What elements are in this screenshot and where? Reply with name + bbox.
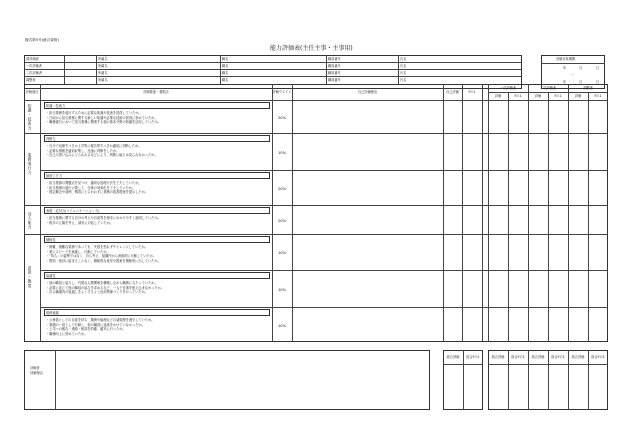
heading-box [44, 135, 270, 142]
item-bullet: ・業績の一員として行動し、他の職員に迷惑をかけていなかったか。 [46, 322, 145, 327]
info-dept: 所属名 [98, 64, 108, 68]
header-self-eval: 自己評価 [446, 90, 459, 94]
header-second-evaluator: 二次評価者 [540, 86, 556, 90]
info-staff-no: 職員番号 [328, 64, 341, 68]
self-total-f: 総合Fの1 [466, 355, 480, 359]
period-day-2: 日 [596, 80, 600, 84]
period-month-2: 月 [579, 80, 583, 84]
heading-box [44, 102, 270, 109]
item-bullet: ・自分で処理すべきか上司等に報告等すべきか適切に判断したか。 [46, 144, 142, 148]
item-bullet: ・担当業務の遂行に際して、仕事の効率化を工夫していたか。 [46, 185, 136, 190]
item-bullet: ・必要な情報を適切収集し、迅速に判断をしたか。 [46, 148, 120, 153]
item-bullet: ・担当業務の問題点を見つけ、適切な処理方法を工夫していたか。 [46, 181, 142, 185]
category-knowledge: 知識・技術力 [28, 104, 33, 131]
category-attitude: 意欲・態度 [28, 266, 33, 288]
info-role: 調整者 [26, 78, 36, 82]
header-first-eval: 評価 [494, 94, 502, 98]
info-post: 職名 [222, 64, 229, 68]
period-month-1: 月 [579, 66, 583, 70]
item-weight: 10% [278, 287, 286, 292]
info-dept: 所属名 [98, 71, 108, 75]
heading-box [44, 236, 270, 243]
item-heading: 積極性 [46, 237, 56, 242]
header-first-f: Fの1 [514, 94, 522, 98]
evaluator-comment-box [24, 350, 430, 410]
item-bullet: ・日頃から担当業務に関する新しい知識や必要な技術の習得に努めていたか。 [46, 115, 158, 120]
period-separator: 〜 [571, 73, 575, 77]
item-weight: 10% [278, 251, 286, 255]
info-dept: 所属名 [98, 78, 108, 82]
heading-box [44, 272, 270, 279]
item-bullet: ・自己の思い込みにとらわれるなどにより、判断に偏りは見られなかったか。 [46, 153, 158, 158]
adjust-total-eval: 総合評価 [571, 355, 585, 359]
item-bullet: ・上司への報告・連絡・相談を的確、確実に行ったか。 [46, 327, 126, 332]
info-staff-no: 職員番号 [328, 78, 341, 82]
first-total-eval: 総合評価 [491, 355, 505, 359]
item-bullet: ・固定概念や前例、慣習にとらわれずに業務の改善提案を提示したか。 [46, 190, 148, 195]
item-bullet: ・自ら職場内の風通しをよくするよう良好関係づくりを行っていたか。 [46, 290, 148, 295]
header-first-evaluator: 一次評価者 [500, 86, 516, 90]
heading-box [44, 309, 270, 316]
footer-label-evaluator: 評価者 [30, 366, 40, 370]
header-self-f: Fの1 [468, 90, 476, 94]
header-weight: 評価ウエイト [272, 90, 292, 94]
category-interpersonal: 対人能力 [28, 212, 33, 230]
period-label: 評価対象期間 [556, 57, 576, 61]
second-total-f: 総合Fの1 [551, 355, 565, 359]
item-bullet: ・「待ち」の姿勢ではなく、自ら考え、組織内から意欲的に行動していたか。 [46, 254, 157, 259]
item-bullet: ・他の職員と協力し、円滑な人間関係を構築しながら職務に当たっていたか。 [46, 281, 158, 285]
page-title: 能力評価表(主任主事・主事用) [270, 45, 353, 52]
second-total-eval: 総合評価 [531, 355, 545, 359]
item-bullet: ・職務遂行において担当業務に関連する他の基本分野の知識を活用していたか。 [46, 120, 161, 125]
header-adjuster: 調整者 [583, 86, 593, 90]
info-name: 氏名 [400, 64, 407, 68]
item-weight: 10% [278, 150, 286, 155]
item-bullet: ・必要に応じて他の職員の協力を求めるなど、一人で仕事を抱え込まなかったか。 [46, 285, 164, 290]
heading-box [44, 172, 270, 179]
info-post: 職名 [222, 78, 229, 82]
header-second-eval: 評価 [534, 94, 542, 98]
info-name: 氏名 [400, 78, 407, 82]
item-bullet: ・公務員としての自覚を持ち、服務や倫理などの諸規程を遵守していたか。 [46, 318, 155, 322]
item-bullet: ・担当業務を遂行するために必要な知識や技術を習得していたか。 [46, 111, 142, 115]
item-heading: 知識・技術力 [46, 103, 66, 108]
item-weight: 20% [278, 186, 286, 191]
adjust-total-f: 総合Fの1 [591, 355, 605, 359]
info-post: 職名 [222, 57, 229, 61]
item-heading: 創意工夫力 [46, 173, 62, 178]
item-heading: 規律意識 [46, 310, 59, 315]
info-role: 一次評価者 [26, 64, 42, 68]
first-total-f: 総合Fの1 [511, 355, 525, 359]
self-total-eval: 総合評価 [446, 355, 460, 359]
header-elements: 評価要素・着眼点 [143, 90, 169, 94]
item-bullet: ・職務向上に努めていたか。 [46, 331, 88, 336]
info-name: 氏名 [400, 57, 407, 61]
category-performance: 業務遂行力 [28, 153, 33, 175]
item-weight: 10% [278, 323, 286, 328]
footer-label-reason: 評価理由 [30, 371, 43, 375]
header-second-f: Fの1 [554, 94, 562, 98]
header-item: 評価項目 [25, 90, 39, 94]
info-staff-no: 職員番号 [328, 71, 341, 75]
info-post: 職名 [222, 71, 229, 75]
header-self-reason: 自己評価理由 [357, 90, 378, 94]
info-dept: 所属名 [98, 57, 108, 61]
period-day-1: 日 [596, 66, 600, 70]
period-year-2: 年 [563, 80, 567, 84]
info-role: 被評価者 [26, 57, 39, 61]
info-role: 二次評価者 [26, 71, 42, 75]
item-heading: 表現・応対力(コミュニケーション力) [46, 208, 100, 213]
item-weight: 20% [278, 218, 286, 223]
item-heading: 判断力 [46, 136, 56, 141]
item-bullet: ・困難、困難な業務であっても、失敗を恐れずチャレンジしていたか。 [46, 245, 148, 249]
header-adjust-f: Fの1 [594, 94, 602, 98]
item-heading: 協調性 [46, 273, 56, 278]
form-code: 様式第5号(統合資格) [25, 38, 59, 42]
header-adjust-eval: 評価 [574, 94, 582, 98]
info-staff-no: 職員番号 [328, 57, 341, 61]
info-name: 氏名 [400, 71, 407, 75]
item-bullet: ・相手の立場を考え、誠実に対応していたか。 [46, 220, 114, 225]
item-weight: 20% [278, 115, 286, 120]
period-year-1: 年 [563, 66, 567, 70]
item-bullet: ・既知・批評に留まることなく、積極的な意見や提案を積極的に出していたか。 [46, 258, 161, 263]
item-bullet: ・業にスピードを意識し、行動していたか。 [46, 249, 110, 254]
item-bullet: ・担当業務に関する自分の考えや自説等を相手にわかりやすく説明していたか。 [46, 216, 161, 220]
